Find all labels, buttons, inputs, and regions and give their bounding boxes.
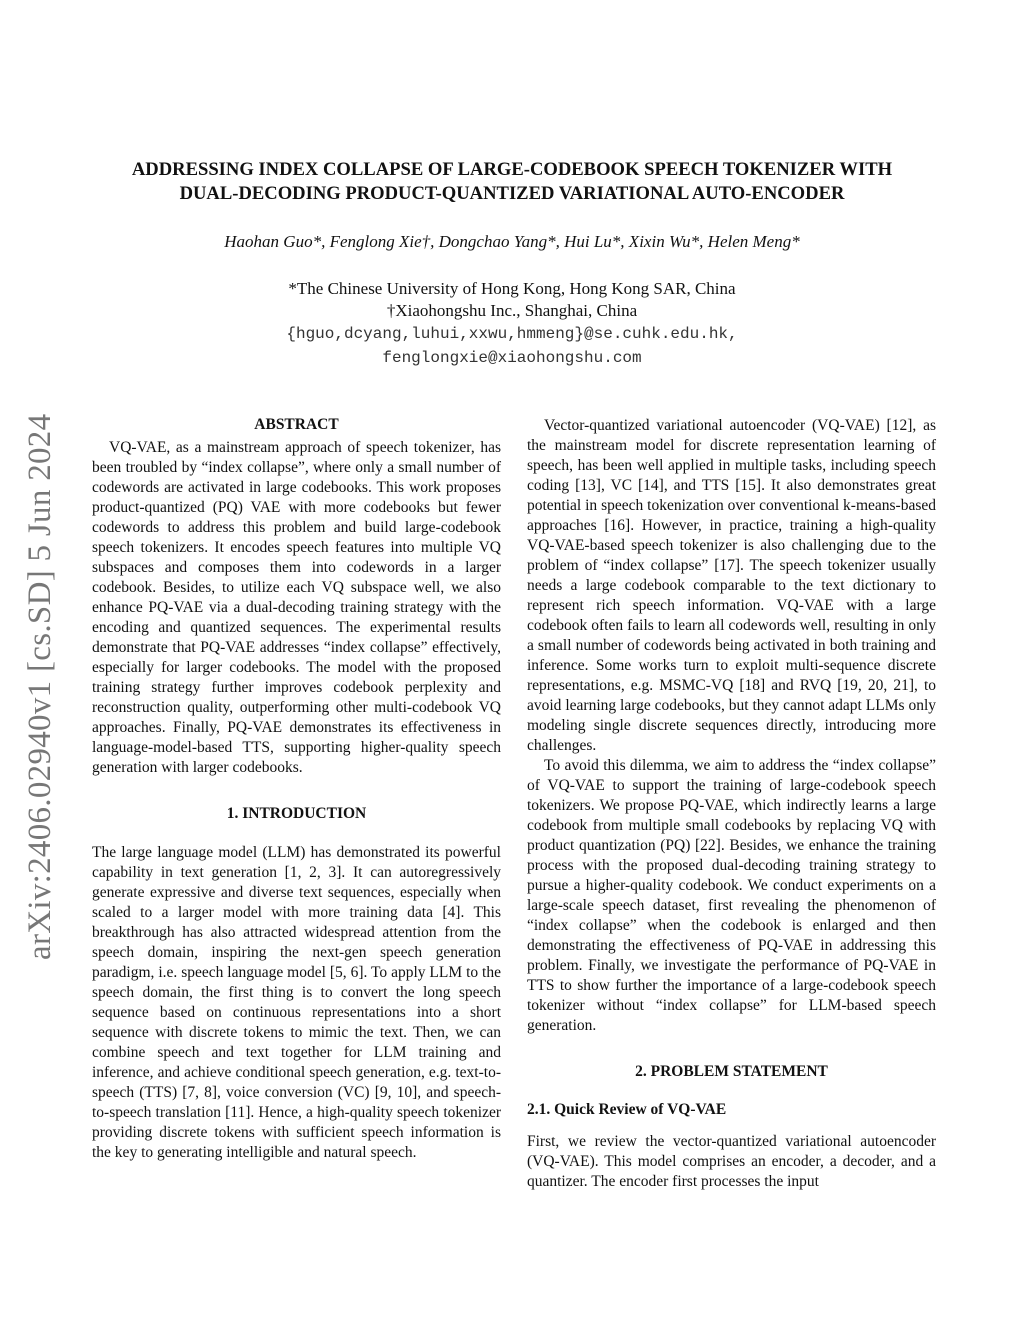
email: fenglongxie@xiaohongshu.com [382,349,642,367]
author-list: Haohan Guo*, Fenglong Xie†, Dongchao Yang*, Hui Lu*, Xixin Wu*, Helen Meng* [224,232,800,251]
abstract-text: VQ-VAE, as a mainstream approach of speech tokenizer, has been troubled by “index collapse”, where only a small number of codewords are activated in large codebooks. This work proposes product-quantized (PQ) VAE with more codebooks but fewer codewords to address this problem and build large-codebook speech tokenizers. It encodes speech features into multiple VQ subspaces and composes them into codewords in a larger codebook. Besides, to utilize each VQ subspace well, we also enhance PQ-VAE via a dual-decoding training strategy with the encoding and quantized sequences. The experimental results demonstrate that PQ-VAE addresses “index collapse” effectively, especially for larger codebooks. The model with the proposed training strategy further improves codebook perplexity and reconstruction quality, outperforming other multi-codebook VQ approaches. Finally, PQ-VAE demonstrates its effectiveness in language-model-based TTS, supporting higher-quality speech generation with larger codebooks. [92,439,501,776]
section-heading: 2. PROBLEM STATEMENT [635,1063,828,1080]
section-paragraph: First, we review the vector-quantized variational autoencoder (VQ-VAE). This model comprises an encoder, a decoder, and a quantizer. The encoder first processes the input [527,1133,936,1190]
affiliation: *The Chinese University of Hong Kong, Hong Kong SAR, China [288,279,736,298]
intro-paragraph: Vector-quantized variational autoencoder (VQ-VAE) [12], as the mainstream model for discrete representation learning of speech, has been well applied in multiple tasks, including speech coding [13], VC [14], and TTS [15]. It also demonstrates great potential in speech tokenization over conventional k-means-based approaches [16]. However, in practice, training a high-quality VQ-VAE-based speech tokenizer is also challenging due to the problem of “index collapse” [17]. The speech tokenizer usually needs a large codebook comparable to the text dictionary to represent rich speech information. VQ-VAE with a large codebook often fails to learn all codewords well, resulting in only a small number of codewords being activated in both training and inference. Some works turn to exploit multi-sequence discrete representations, e.g. MSMC-VQ [18] and RVQ [19, 20, 21], to avoid learning large codebooks, but they cannot adapt LLMs only modeling single discrete sequences directly, introducing more challenges. [527,417,936,754]
abstract-heading: ABSTRACT [254,416,339,433]
affiliation: †Xiaohongshu Inc., Shanghai, China [386,301,638,320]
intro-paragraph: To avoid this dilemma, we aim to address the “index collapse” of VQ-VAE to support the training of large-codebook speech tokenizers. We propose PQ-VAE, which indirectly learns a large codebook from multiple small codebooks by replacing VQ with product quantization (PQ) [22]. Besides, we enhance the training process with the proposed dual-decoding training strategy to pursue a higher-quality codebook. We conduct experiments on a large-scale speech dataset, first revealing the phenomenon of “index collapse” when the codebook is enlarged and then demonstrating the effectiveness of PQ-VAE in addressing this problem. Finally, we investigate the performance of PQ-VAE in TTS to show further the importance of a large-codebook speech tokenizer without “index collapse” for LLM-based speech generation. [527,757,936,1034]
affiliations [60,278,964,370]
intro-heading: 1. INTRODUCTION [226,805,367,822]
right-column [527,416,936,1192]
intro-paragraph: The large language model (LLM) has demonstrated its powerful capability in text generation [1, 2, 3]. It can autoregressively generate expressive and diverse text sequences, especially when scaled to a larger model with more training data [4]. This breakthrough has also attracted widespread attention from the speech domain, inspiring the next-gen speech generation paradigm, i.e. speech language model [5, 6]. To apply LLM to the speech domain, the first thing is to convert the long speech sequence based on continuous representations into a short sequence with discrete tokens to mimic the text. Then, we can combine speech and text together for LLM training and inference, and achieve conditional speech generation, e.g. text-to-speech (TTS) [7, 8], voice conversion (VC) [9, 10], and speech-to-speech translation [11]. Hence, a high-quality speech tokenizer providing discrete tokens with sufficient speech information is the key to generating intelligible and natural speech. [92,844,501,1161]
paper-title [60,158,964,206]
title-line: DUAL-DECODING PRODUCT-QUANTIZED VARIATIONAL AUTO-ENCODER [179,183,845,204]
left-column [92,415,501,1163]
title-line: ADDRESSING INDEX COLLAPSE OF LARGE-CODEBOOK SPEECH TOKENIZER WITH [131,159,893,180]
subsection-heading: 2.1. Quick Review of VQ-VAE [527,1101,727,1118]
arxiv-identifier: arXiv:2406.02940v1 [cs.SD] 5 Jun 2024 [22,413,58,960]
email: {hguo,dcyang,luhui,xxwu,hmmeng}@se.cuhk.edu.hk, [286,325,738,343]
